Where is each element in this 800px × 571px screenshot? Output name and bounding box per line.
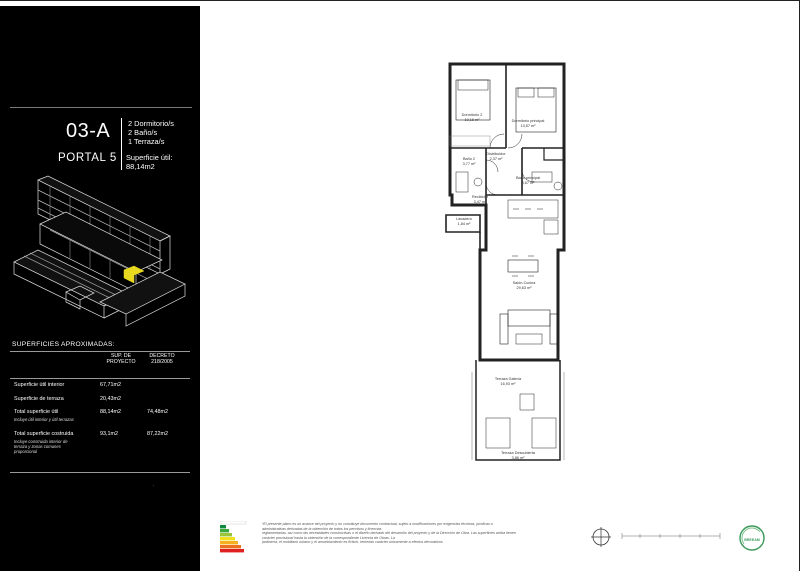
row-value-decreto: 87,22m2 xyxy=(147,431,168,437)
portal-label: PORTAL 5 xyxy=(58,152,117,164)
row-value-proyecto: 20,43m2 xyxy=(100,396,121,402)
row-label: Total superficie costruida xyxy=(14,431,74,437)
room-area: 3,77 m² xyxy=(462,162,476,166)
room-count-bedrooms: 2 Dormitorio/s xyxy=(128,119,174,128)
room-label: Dormitorio principal xyxy=(511,119,545,123)
top-border xyxy=(0,0,800,1)
row-sublabel: Incluye útil interior y útil terrazas xyxy=(14,417,74,422)
energy-rating-icon xyxy=(220,521,250,553)
room-label: Distribuidor xyxy=(486,152,506,156)
compass-north-icon xyxy=(590,526,612,548)
room-count-terraces: 1 Terraza/s xyxy=(128,137,165,147)
row-label: Superficie de terraza xyxy=(14,396,64,402)
row-value-proyecto: 67,71m2 xyxy=(100,382,121,388)
room-area: 3,47 m² xyxy=(473,200,487,204)
room-area: 1,84 m² xyxy=(457,222,471,226)
col-header-proyecto: SUP. DE PROYECTO xyxy=(106,353,136,366)
row-value-proyecto: 88,14m2 xyxy=(100,409,121,415)
room-labels xyxy=(456,113,544,460)
room-area: 13,57 m² xyxy=(520,124,536,128)
disclaimer-line: jardinería, el mobiliario urbano y el amueblamiento es ficticio, teniendo carácter únicamente a efectos decorativos. xyxy=(262,540,444,545)
useful-area xyxy=(126,153,172,171)
room-count-baths: 2 Baño/s xyxy=(128,128,158,138)
room-area: 3,67 m² xyxy=(521,181,535,185)
room-label: Lavadero xyxy=(456,217,472,221)
disclaimer-line: administrativas derivadas de la obtención de todos los permisos y licencias xyxy=(262,526,382,531)
disclaimer-line: *El presente plano es un avance del proyecto y no constituye documento contractual, sujeto a modificaciones por exigencias técnicas, jurídicas o xyxy=(262,522,493,526)
row-value-decreto: 74,48m2 xyxy=(147,409,168,415)
divider xyxy=(10,378,190,379)
useful-area-label: Superficie útil: xyxy=(126,153,173,162)
surfaces-title: SUPERFICIES APROXIMADAS: xyxy=(12,341,115,348)
room-label: Salón-Cocina xyxy=(512,281,536,285)
row-value-proyecto: 93,1m2 xyxy=(100,431,118,437)
divider xyxy=(10,472,190,473)
room-label: Baño 2 xyxy=(462,157,476,161)
breeam-label: BREEAM xyxy=(744,538,760,542)
room-summary xyxy=(128,119,174,147)
room-area: 2,37 m² xyxy=(489,157,503,161)
vertical-divider xyxy=(121,118,122,170)
col-header-decreto: DECRETO 218/2005 xyxy=(149,353,175,366)
divider xyxy=(10,107,192,108)
useful-area-value: 88,14m2 xyxy=(126,162,155,172)
room-label: Dormitorio 2 xyxy=(461,113,483,117)
room-label: Recibidor xyxy=(471,195,489,199)
info-panel xyxy=(0,6,200,571)
scale-bar-icon xyxy=(620,531,726,541)
room-area: 29,63 m² xyxy=(516,286,532,290)
unit-code: 03-A xyxy=(66,120,111,142)
floor-plan xyxy=(420,60,600,470)
divider xyxy=(10,351,190,352)
row-label: Superficie útil interior xyxy=(14,382,65,388)
room-area: 10,16 m² xyxy=(464,118,480,122)
disclaimer-line: reglamentarias, así como las necesidades constructivas o el diseño derivado del desarrollo del proyecto y de la Dirección de Obra. Las superficies arriba tienen xyxy=(262,531,516,536)
row-label: Total superficie útil xyxy=(14,409,59,415)
room-area: 16,93 m² xyxy=(500,382,516,386)
room-label: Terraza Galería xyxy=(494,377,522,381)
disclaimer xyxy=(262,522,592,545)
room-label: Terraza Descubierta xyxy=(501,451,535,455)
room-label: Baño principal xyxy=(515,176,541,180)
building-isometric-icon xyxy=(10,174,195,334)
disclaimer-line: carácter provisional hasta la obtención de la correspondiente Licencia de Obras. La xyxy=(262,535,395,540)
row-sublabel: Incluye construida interior de terraza y zonas comunes proporcional xyxy=(14,439,68,455)
room-area: 3,86 m² xyxy=(511,456,525,460)
footnote: . xyxy=(153,482,155,488)
